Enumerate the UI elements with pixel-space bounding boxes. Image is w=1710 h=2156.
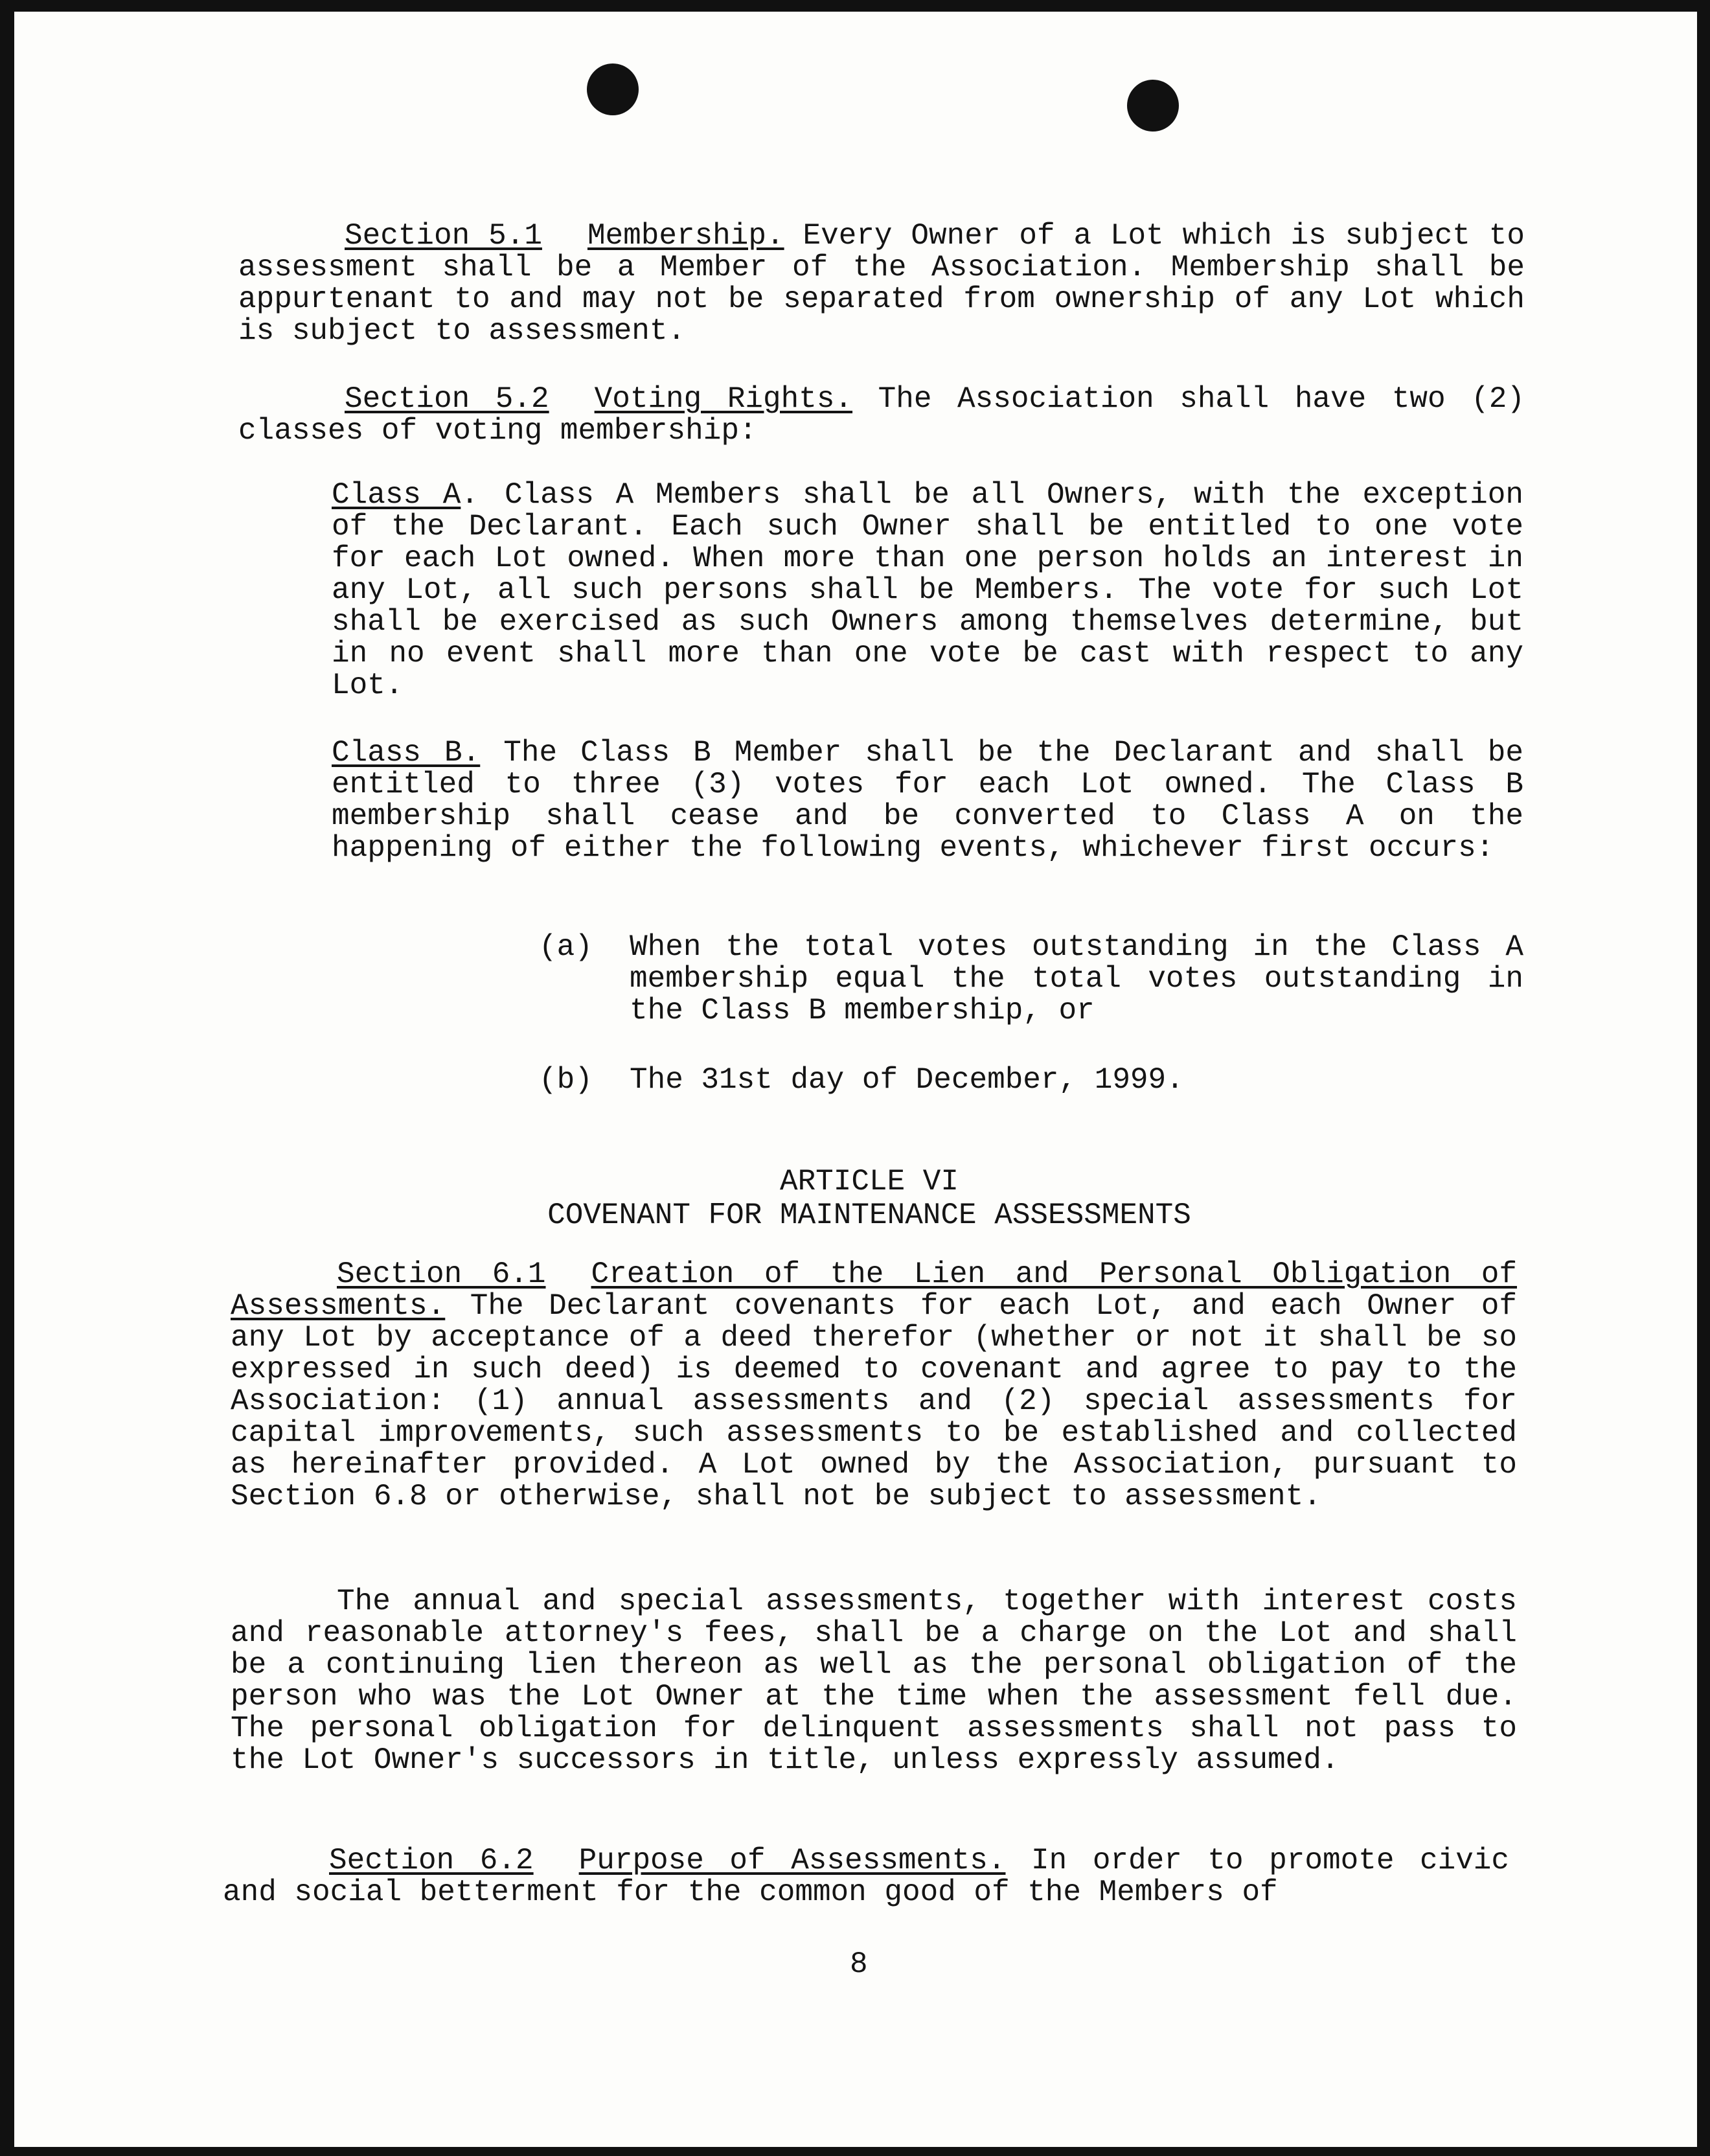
section-5-1-text: Every Owner of a Lot which is subject to assessment shall be a Member of the Association. Membership shall be appurtenant to and may not be separated from ownership of any Lot which is subject to assessment. [238,219,1525,348]
section-6-1-number: Section 6.1 [337,1257,546,1291]
event-item-b-label: (b) [539,1063,593,1097]
article-heading [209,1165,1530,1232]
event-item-a-text: When the total votes outstanding in the Class A membership equal the total votes outstanding in the Class B membership, or [630,930,1523,1027]
event-item-a-label: (a) [539,930,593,964]
class-b-paragraph [332,737,1523,864]
punch-hole-right [1127,80,1179,132]
section-6-2-text: In order to promote civic and social betterment for the common good of the Members of [223,1844,1510,1909]
class-a-paragraph: Class A. Class A Members shall be all Owners, with the exception of the Declarant. Each such Owner shall be entitled to one vote for each Lot owned. When more than one person holds an interest in any Lot, all such persons shall be Members. The vote for such Lot shall be exercised as such Owners among themselves determine, but in no event shall more than one vote be cast with respect to any Lot. [332,478,1524,702]
punch-hole-left [587,63,639,115]
section-6-2-title: Purpose of Assessments. [578,1844,1006,1877]
section-6-1-paragraph [231,1259,1517,1513]
section-6-1-title: Creation of the Lien and Personal Obligation of Assessments. [231,1257,1517,1323]
class-b-text: The Class B Member shall be the Declarant and shall be entitled to three (3) votes for each Lot owned. The Class B membership shall cease and be converted to Class A on the happening of either the following events, whichever first occurs: [332,736,1523,865]
class-b-label: Class B. [332,736,481,770]
event-item-b [539,1064,1523,1096]
section-5-1-number: Section 5.1 [345,219,542,253]
section-5-1-title: Membership. [587,219,784,253]
class-a-text: Class A Members shall be all Owners, with the exception of the Declarant. Each such Owner shall be entitled to one vote for each Lot owned. When more than one person holds an interest in any Lot, all such persons shall be Members. The vote for such Lot shall be exercised as such Owners among themselves determine, but in no event shall more than one vote be cast with respect to any Lot. [332,478,1524,702]
section-5-2-text: The Association shall have two (2) classes of voting membership: [238,382,1525,448]
article-number: ARTICLE VI [779,1165,959,1198]
section-6-2-paragraph [223,1845,1509,1909]
section-5-2-number: Section 5.2 [345,382,549,416]
page-number: 8 [850,1947,868,1981]
article-title: COVENANT FOR MAINTENANCE ASSESSMENTS [547,1198,1191,1232]
annual-assessments-paragraph: The annual and special assessments, together with interest costs and reasonable attorney's fees, shall be a charge on the Lot and shall be a continuing lien thereon as well as the personal obligation of the person who was the Lot Owner at the time when the assessment fell due. The personal obligation for delinquent assessments shall not pass to the Lot Owner's successors in title, unless expressly assumed. [231,1585,1517,1777]
event-item-b-text: The 31st day of December, 1999. [630,1063,1184,1097]
section-5-2-title: Voting Rights. [594,382,853,416]
section-5-2-paragraph [238,384,1525,447]
class-a-label: Class A [332,478,461,512]
section-6-1-text: The Declarant covenants for each Lot, and each Owner of any Lot by acceptance of a deed therefor (whether or not it shall be so expressed in such deed) is deemed to covenant and agree to pay to the Association: (1) annual assessments and (2) special assessments for capital improvements, such assessments to be established and collected as hereinafter provided. A Lot owned by the Association, pursuant to Section 6.8 or otherwise, shall not be subject to assessment. [231,1289,1518,1513]
document-page [14,12,1697,2147]
event-item-a [539,932,1523,1027]
section-6-2-number: Section 6.2 [329,1844,534,1877]
section-5-1-paragraph [238,220,1525,347]
